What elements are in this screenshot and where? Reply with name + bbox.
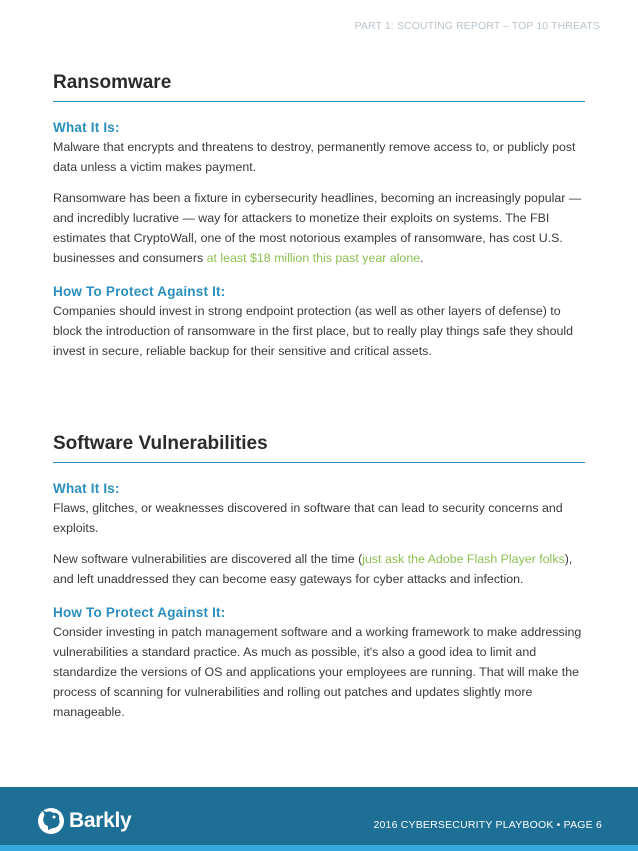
detail-text-end: . xyxy=(420,251,424,265)
detail-text-end: ), and left unaddressed they can become easy gateways for cyber attacks and infection. xyxy=(53,552,573,586)
section-title: Ransomware xyxy=(53,72,585,102)
how-to-protect-heading: How To Protect Against It: xyxy=(53,284,226,299)
what-it-is-text: Malware that encrypts and threatens to destroy, permanently remove access to, or publicly post data unless a victim makes payment. xyxy=(53,140,576,174)
what-it-is-heading: What It Is: xyxy=(53,481,120,496)
running-header: PART 1: SCOUTING REPORT – TOP 10 THREATS xyxy=(354,20,600,32)
footer-accent-strip xyxy=(0,845,638,851)
detail-paragraph xyxy=(53,188,585,268)
how-to-protect-text: Companies should invest in strong endpoint protection (as well as other layers of defense) to block the introduction of ransomware in the first place, but to really play things safe they should invest in secure, reliable backup for their sensitive and critical assets. xyxy=(53,304,574,358)
footer-bar xyxy=(0,787,638,851)
section-software-vulnerabilities xyxy=(53,433,585,722)
section-ransomware xyxy=(53,72,585,361)
what-it-is-text: Flaws, glitches, or weaknesses discovered in software that can lead to security concerns and exploits. xyxy=(53,501,563,535)
how-to-protect-heading: How To Protect Against It: xyxy=(53,605,226,620)
section-title: Software Vulnerabilities xyxy=(53,433,585,463)
how-to-protect-text: Consider investing in patch management software and a working framework to make addressing vulnerabilities a standard practice. As much as possible, it's also a good idea to limit and standardize the versions of OS and applications your employees are running. That will make the process of scanning for vulnerabilities and rolling out patches and updates slightly more manageable. xyxy=(53,625,582,719)
detail-paragraph xyxy=(53,549,585,589)
barkly-logo xyxy=(36,806,131,836)
fbi-estimate-link[interactable]: at least $18 million this past year alone xyxy=(206,251,421,265)
what-it-is-heading: What It Is: xyxy=(53,120,120,135)
detail-text: New software vulnerabilities are discovered all the time ( xyxy=(53,552,363,566)
logo-text: Barkly xyxy=(69,809,132,832)
detail-text: Ransomware has been a fixture in cybersecurity headlines, becoming an increasingly popular — and incredibly lucrative — way for attackers to monetize their exploits on systems. The FBI estimates that CryptoWall, one of the most notorious examples of ransomware, has cost U.S. businesses and consumers xyxy=(53,191,582,265)
dog-icon xyxy=(36,806,66,836)
adobe-flash-link[interactable]: just ask the Adobe Flash Player folks xyxy=(362,552,565,566)
page-label: 2016 CYBERSECURITY PLAYBOOK • PAGE 6 xyxy=(373,819,602,831)
